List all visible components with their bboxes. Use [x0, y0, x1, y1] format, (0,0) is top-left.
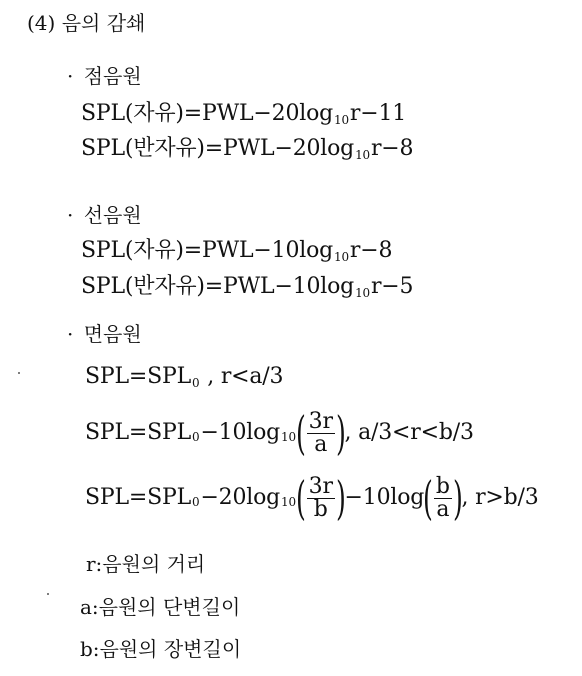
area-source-near-equation: SPL=SPL0 , r<a/3 — [85, 364, 284, 390]
point-source-half-free-equation: SPL(반자유)=PWL−20log10r−8 — [81, 136, 414, 162]
legend-a: a:음원의 단변길이 — [80, 595, 241, 619]
line-source-half-free-equation: SPL(반자유)=PWL−10log10r−5 — [81, 274, 414, 300]
fraction-b-over-a: $\frac{b}{a}$ — [435, 473, 450, 522]
close-paren: ) — [335, 471, 346, 525]
point-source-free-equation: SPL(자유)=PWL−20log10r−11 — [81, 101, 407, 127]
bullet: · — [67, 322, 74, 346]
point-source-title: 점음원 — [83, 64, 142, 88]
bullet: · — [67, 64, 74, 88]
close-paren: ) — [452, 471, 463, 525]
bullet: · — [67, 203, 74, 227]
open-paren: ( — [423, 471, 433, 525]
line-source-title: 선음원 — [83, 203, 142, 227]
open-paren: ( — [295, 406, 306, 460]
section-title: 음의 감쇄 — [61, 11, 146, 35]
legend-r: r:음원의 거리 — [86, 552, 206, 576]
line-source-heading — [67, 202, 142, 228]
open-paren: ( — [295, 471, 306, 525]
scan-speck — [18, 372, 20, 374]
area-source-far-equation: SPL=SPL 0 −20log 10 ( $\frac{3r}{b}$ ) −10log ( $\frac{b}{a}$ ) , r>b/3 — [85, 471, 539, 525]
section-number: (4) — [27, 11, 56, 35]
area-source-mid-equation: SPL=SPL 0 −10log 10 ( $\frac{3r}{a}$ ) , a/3<r<b/3 — [85, 406, 474, 460]
legend-b: b:음원의 장변길이 — [80, 637, 242, 661]
scan-speck — [47, 593, 49, 595]
area-source-heading — [67, 321, 142, 347]
fraction-3r-over-a: $\frac{3r}{a}$ — [308, 408, 333, 457]
point-source-heading — [67, 63, 142, 89]
line-source-free-equation: SPL(자유)=PWL−10log10r−8 — [81, 238, 393, 264]
fraction-3r-over-b: $\frac{3r}{b}$ — [308, 473, 333, 522]
close-paren: ) — [335, 406, 346, 460]
section-header — [27, 10, 145, 36]
area-source-title: 면음원 — [83, 322, 142, 346]
